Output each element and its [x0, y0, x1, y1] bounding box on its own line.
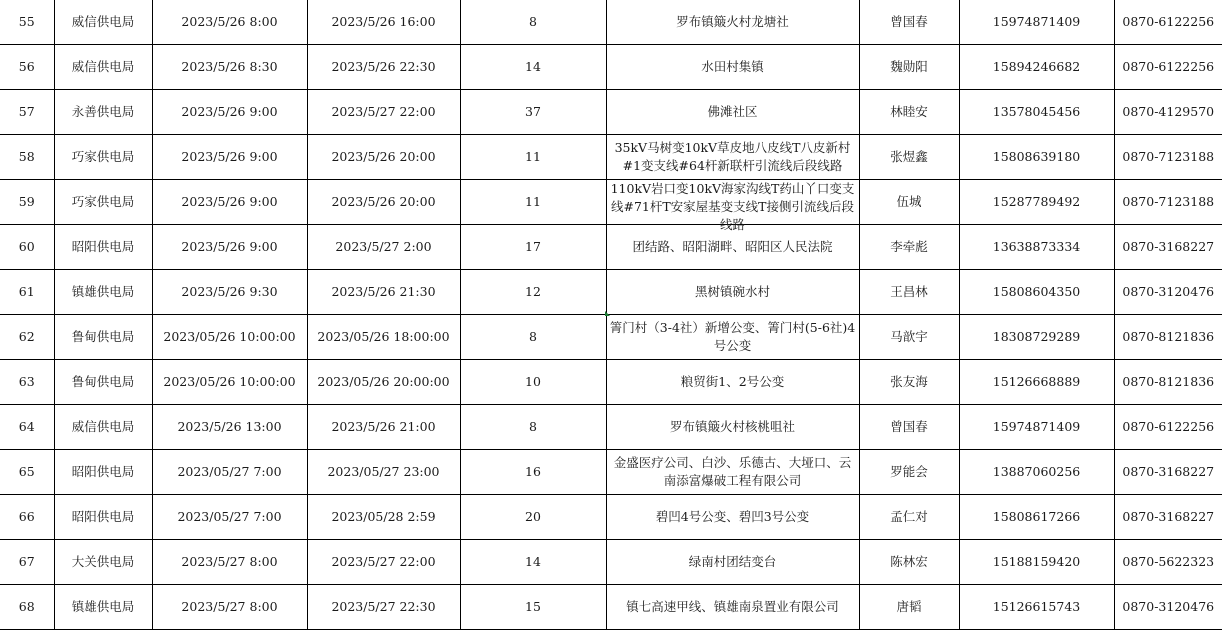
cell-power-bureau[interactable]: 镇雄供电局 — [54, 270, 152, 315]
cell-end-time[interactable]: 2023/05/27 23:00 — [307, 450, 460, 495]
cell-power-bureau[interactable]: 昭阳供电局 — [54, 495, 152, 540]
table-row — [0, 585, 1222, 630]
cell-power-bureau[interactable]: 威信供电局 — [54, 405, 152, 450]
cell-office-phone[interactable]: 0870-6122256 — [1114, 405, 1222, 450]
cell-end-time[interactable]: 2023/5/26 20:00 — [307, 180, 460, 225]
cell-end-time[interactable]: 2023/5/26 22:30 — [307, 45, 460, 90]
table-row — [0, 90, 1222, 135]
cell-power-bureau[interactable]: 威信供电局 — [54, 45, 152, 90]
cell-start-time[interactable]: 2023/5/26 9:00 — [152, 225, 307, 270]
cell-duration-hours[interactable]: 17 — [460, 225, 606, 270]
cell-end-time[interactable]: 2023/5/27 2:00 — [307, 225, 460, 270]
cell-row-number[interactable]: 58 — [0, 135, 54, 180]
table-row — [0, 495, 1222, 540]
cell-outage-area[interactable] — [606, 450, 859, 495]
cell-outage-area[interactable] — [606, 270, 859, 315]
cell-row-number[interactable]: 60 — [0, 225, 54, 270]
cell-mobile-number[interactable]: 15808604350 — [959, 270, 1114, 315]
cell-duration-hours[interactable]: 8 — [460, 0, 606, 45]
cell-duration-hours[interactable]: 8 — [460, 315, 606, 360]
cell-row-number[interactable]: 55 — [0, 0, 54, 45]
cell-mobile-number[interactable]: 15974871409 — [959, 405, 1114, 450]
cell-duration-hours[interactable]: 14 — [460, 540, 606, 585]
cell-contact-person[interactable]: 李牵彪 — [859, 225, 959, 270]
cell-row-number[interactable]: 57 — [0, 90, 54, 135]
cell-contact-person[interactable]: 陈林宏 — [859, 540, 959, 585]
cell-row-number[interactable]: 64 — [0, 405, 54, 450]
cell-power-bureau[interactable]: 巧家供电局 — [54, 180, 152, 225]
cell-office-phone[interactable]: 0870-7123188 — [1114, 180, 1222, 225]
cell-duration-hours[interactable]: 15 — [460, 585, 606, 630]
cell-end-time[interactable]: 2023/05/28 2:59 — [307, 495, 460, 540]
cell-start-time[interactable]: 2023/5/26 8:30 — [152, 45, 307, 90]
cell-row-number[interactable]: 68 — [0, 585, 54, 630]
cell-start-time[interactable]: 2023/5/26 9:00 — [152, 135, 307, 180]
cell-office-phone[interactable]: 0870-3168227 — [1114, 225, 1222, 270]
outage-area-text: 水田村集镇 — [701, 59, 764, 74]
cell-end-time[interactable]: 2023/5/27 22:00 — [307, 540, 460, 585]
cell-duration-hours[interactable]: 10 — [460, 360, 606, 405]
cell-comment-indicator-icon — [605, 311, 610, 316]
cell-start-time[interactable]: 2023/05/26 10:00:00 — [152, 315, 307, 360]
cell-power-bureau[interactable]: 巧家供电局 — [54, 135, 152, 180]
cell-row-number[interactable]: 56 — [0, 45, 54, 90]
table-row — [0, 0, 1222, 45]
cell-row-number[interactable]: 67 — [0, 540, 54, 585]
cell-mobile-number[interactable]: 13638873334 — [959, 225, 1114, 270]
cell-outage-area[interactable] — [606, 405, 859, 450]
table-row — [0, 180, 1222, 225]
cell-contact-person[interactable]: 林睦安 — [859, 90, 959, 135]
cell-office-phone[interactable]: 0870-3168227 — [1114, 450, 1222, 495]
cell-contact-person[interactable]: 伍城 — [859, 180, 959, 225]
table-row — [0, 360, 1222, 405]
cell-end-time[interactable]: 2023/05/26 20:00:00 — [307, 360, 460, 405]
cell-end-time[interactable]: 2023/5/26 16:00 — [307, 0, 460, 45]
cell-start-time[interactable]: 2023/5/26 9:30 — [152, 270, 307, 315]
cell-start-time[interactable]: 2023/5/26 9:00 — [152, 90, 307, 135]
cell-office-phone[interactable]: 0870-8121836 — [1114, 360, 1222, 405]
table-row — [0, 450, 1222, 495]
cell-mobile-number[interactable]: 15974871409 — [959, 0, 1114, 45]
cell-row-number[interactable]: 62 — [0, 315, 54, 360]
outage-area-text: 绿南村团结变台 — [688, 554, 777, 569]
cell-contact-person[interactable]: 魏勋阳 — [859, 45, 959, 90]
cell-power-bureau[interactable]: 鲁甸供电局 — [54, 360, 152, 405]
cell-outage-area[interactable] — [606, 90, 859, 135]
cell-contact-person[interactable]: 曾国春 — [859, 0, 959, 45]
table-row — [0, 540, 1222, 585]
cell-duration-hours[interactable]: 11 — [460, 180, 606, 225]
cell-start-time[interactable]: 2023/5/26 8:00 — [152, 0, 307, 45]
table-row — [0, 45, 1222, 90]
outage-area-text: 110kV岩口变10kV海家沟线T药山丫口变支线#71杆T安家屋基变支线T接侧引流线后段线路 — [610, 181, 855, 232]
cell-office-phone[interactable]: 0870-6122256 — [1114, 0, 1222, 45]
cell-row-number[interactable]: 65 — [0, 450, 54, 495]
cell-start-time[interactable]: 2023/5/26 13:00 — [152, 405, 307, 450]
outage-area-text: 粮贸街1、2号公变 — [680, 374, 785, 389]
cell-start-time[interactable]: 2023/05/27 7:00 — [152, 495, 307, 540]
cell-office-phone[interactable]: 0870-8121836 — [1114, 315, 1222, 360]
cell-contact-person[interactable]: 唐韬 — [859, 585, 959, 630]
table-row — [0, 270, 1222, 315]
cell-outage-area[interactable] — [606, 135, 859, 180]
cell-outage-area[interactable] — [606, 45, 859, 90]
cell-mobile-number[interactable]: 18308729289 — [959, 315, 1114, 360]
cell-mobile-number[interactable]: 15188159420 — [959, 540, 1114, 585]
cell-row-number[interactable]: 66 — [0, 495, 54, 540]
cell-end-time[interactable]: 2023/5/26 21:00 — [307, 405, 460, 450]
cell-mobile-number[interactable]: 15126615743 — [959, 585, 1114, 630]
cell-contact-person[interactable]: 曾国春 — [859, 405, 959, 450]
cell-office-phone[interactable]: 0870-3168227 — [1114, 495, 1222, 540]
cell-start-time[interactable]: 2023/5/26 9:00 — [152, 180, 307, 225]
cell-end-time[interactable]: 2023/5/27 22:00 — [307, 90, 460, 135]
cell-power-bureau[interactable]: 永善供电局 — [54, 90, 152, 135]
cell-power-bureau[interactable]: 昭阳供电局 — [54, 450, 152, 495]
cell-mobile-number[interactable]: 15808639180 — [959, 135, 1114, 180]
cell-start-time[interactable]: 2023/5/27 8:00 — [152, 585, 307, 630]
cell-mobile-number[interactable]: 15808617266 — [959, 495, 1114, 540]
cell-end-time[interactable]: 2023/5/26 21:30 — [307, 270, 460, 315]
cell-office-phone[interactable]: 0870-3120476 — [1114, 585, 1222, 630]
cell-contact-person[interactable]: 张煜鑫 — [859, 135, 959, 180]
outage-area-text: 团结路、昭阳湖畔、昭阳区人民法院 — [632, 239, 833, 254]
cell-outage-area[interactable] — [606, 180, 859, 232]
cell-power-bureau[interactable]: 昭阳供电局 — [54, 225, 152, 270]
cell-end-time[interactable]: 2023/5/26 20:00 — [307, 135, 460, 180]
cell-duration-hours[interactable]: 37 — [460, 90, 606, 135]
outage-area-text: 佛滩社区 — [707, 104, 758, 119]
cell-row-number[interactable]: 59 — [0, 180, 54, 225]
cell-duration-hours[interactable]: 8 — [460, 405, 606, 450]
cell-outage-area[interactable] — [606, 0, 859, 45]
cell-power-bureau[interactable]: 鲁甸供电局 — [54, 315, 152, 360]
cell-office-phone[interactable]: 0870-7123188 — [1114, 135, 1222, 180]
outage-area-text: 镇七高速甲线、镇雄南泉置业有限公司 — [626, 599, 839, 614]
cell-contact-person[interactable]: 孟仁对 — [859, 495, 959, 540]
outage-area-text: 碧凹4号公变、碧凹3号公变 — [655, 509, 810, 524]
outage-area-text: 箐门村（3-4社）新增公变、箐门村(5-6社)4号公变 — [609, 320, 856, 353]
cell-office-phone[interactable]: 0870-5622323 — [1114, 540, 1222, 585]
cell-office-phone[interactable]: 0870-6122256 — [1114, 45, 1222, 90]
table-row — [0, 135, 1222, 180]
cell-row-number[interactable]: 61 — [0, 270, 54, 315]
cell-office-phone[interactable]: 0870-4129570 — [1114, 90, 1222, 135]
cell-outage-area[interactable] — [606, 540, 859, 585]
cell-outage-area[interactable] — [606, 360, 859, 405]
cell-duration-hours[interactable]: 12 — [460, 270, 606, 315]
outage-area-text: 金盛医疗公司、白沙、乐德古、大垭口、云南添富爆破工程有限公司 — [613, 455, 852, 488]
cell-row-number[interactable]: 63 — [0, 360, 54, 405]
cell-start-time[interactable]: 2023/05/26 10:00:00 — [152, 360, 307, 405]
cell-mobile-number[interactable]: 15287789492 — [959, 180, 1114, 225]
cell-end-time[interactable]: 2023/05/26 18:00:00 — [307, 315, 460, 360]
outage-area-text: 35kV马树变10kV草皮地八皮线T八皮新村#1变支线#64杆新联杆引流线后段线路 — [614, 140, 851, 173]
cell-outage-area[interactable] — [606, 495, 859, 540]
cell-power-bureau[interactable]: 威信供电局 — [54, 0, 152, 45]
cell-mobile-number[interactable]: 13578045456 — [959, 90, 1114, 135]
table-row — [0, 315, 1222, 360]
outage-area-text: 罗布镇簸火村核桃咀社 — [669, 419, 795, 434]
cell-duration-hours[interactable]: 11 — [460, 135, 606, 180]
cell-end-time[interactable]: 2023/5/27 22:30 — [307, 585, 460, 630]
cell-duration-hours[interactable]: 20 — [460, 495, 606, 540]
cell-contact-person[interactable]: 马歆宇 — [859, 315, 959, 360]
cell-outage-area[interactable] — [606, 585, 859, 630]
cell-start-time[interactable]: 2023/5/27 8:00 — [152, 540, 307, 585]
outage-area-text: 罗布镇簸火村龙塘社 — [676, 14, 789, 29]
cell-contact-person[interactable]: 罗能会 — [859, 450, 959, 495]
cell-power-bureau[interactable]: 镇雄供电局 — [54, 585, 152, 630]
cell-mobile-number[interactable]: 13887060256 — [959, 450, 1114, 495]
table-row — [0, 225, 1222, 270]
cell-contact-person[interactable]: 张友海 — [859, 360, 959, 405]
cell-outage-area[interactable] — [606, 315, 859, 360]
cell-start-time[interactable]: 2023/05/27 7:00 — [152, 450, 307, 495]
cell-mobile-number[interactable]: 15126668889 — [959, 360, 1114, 405]
cell-office-phone[interactable]: 0870-3120476 — [1114, 270, 1222, 315]
cell-power-bureau[interactable]: 大关供电局 — [54, 540, 152, 585]
cell-duration-hours[interactable]: 16 — [460, 450, 606, 495]
outage-area-text: 黑树镇碗水村 — [694, 284, 770, 299]
cell-mobile-number[interactable]: 15894246682 — [959, 45, 1114, 90]
cell-duration-hours[interactable]: 14 — [460, 45, 606, 90]
cell-contact-person[interactable]: 王昌林 — [859, 270, 959, 315]
table-row — [0, 405, 1222, 450]
